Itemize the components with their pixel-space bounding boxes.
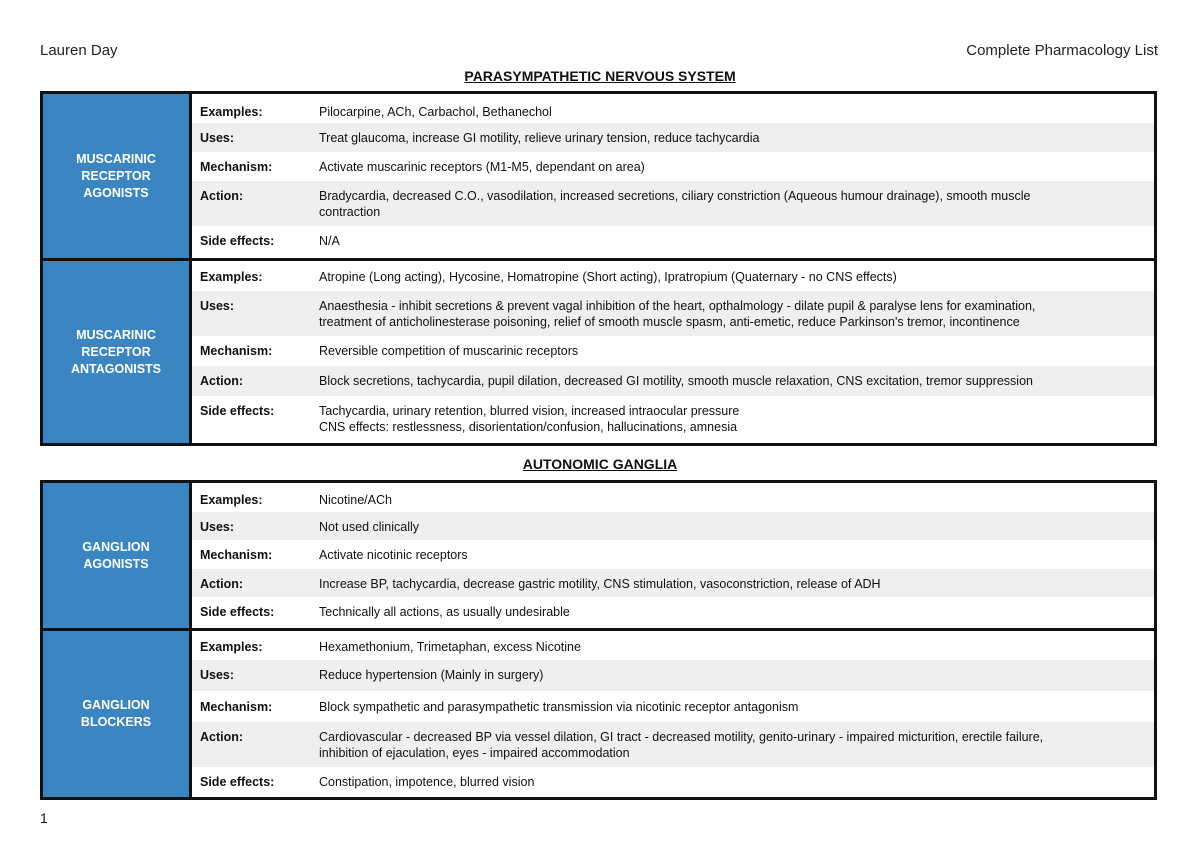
table-row [192,722,1154,767]
author-name: Lauren Day [40,42,118,59]
table-row [192,226,1154,258]
row-value: Block secretions, tachycardia, pupil dilation, decreased GI motility, smooth muscle relaxation, CNS excitation, tremor suppression [319,374,1033,388]
table-row [192,261,1154,291]
row-value: Reversible competition of muscarinic receptors [319,344,579,358]
group-muscarinic-agonists [43,94,1154,258]
group-label: GANGLION BLOCKERS [43,631,192,797]
row-key: Mechanism: [200,160,273,174]
row-value: Cardiovascular - decreased BP via vessel dilation, GI tract - decreased motility, genito-urinary - impaired micturition, erectile failure, inhibition of ejaculation, eyes - impaired accommodation [319,730,1044,760]
row-value: Anaesthesia - inhibit secretions & prevent vagal inhibition of the heart, opthalmology - dilate pupil & paralyse lens for examination, treatment of anticholinesterase poisoning, relief of smooth muscle spasm, anti-emetic, reduce Parkinson's tremor, incontinence [319,299,1036,329]
row-value: Constipation, impotence, blurred vision [319,775,535,789]
table-row [192,660,1154,691]
row-value: Nicotine/ACh [319,493,392,507]
row-key: Examples: [200,493,263,507]
row-key: Side effects: [200,234,275,248]
row-key: Side effects: [200,404,275,418]
table-row [192,569,1154,597]
group-label: MUSCARINIC RECEPTOR ANTAGONISTS [43,261,192,443]
table-row [192,767,1154,797]
row-value: Pilocarpine, ACh, Carbachol, Bethanechol [319,105,552,119]
table-row [192,691,1154,722]
row-value: Atropine (Long acting), Hycosine, Homatropine (Short acting), Ipratropium (Quaternary - no CNS effects) [319,270,897,284]
table-row [192,512,1154,540]
table-row [192,540,1154,569]
document-title: Complete Pharmacology List [966,42,1158,59]
row-value: Block sympathetic and parasympathetic transmission via nicotinic receptor antagonism [319,700,799,714]
group-ganglion-blockers [43,628,1154,797]
table-row [192,396,1154,443]
page-number: 1 [40,810,48,826]
row-key: Examples: [200,640,263,654]
row-key: Uses: [200,520,235,534]
row-key: Side effects: [200,775,275,789]
row-key: Mechanism: [200,344,273,358]
row-value: Treat glaucoma, increase GI motility, relieve urinary tension, reduce tachycardia [319,131,760,145]
row-value: N/A [319,234,340,248]
table-autonomic-ganglia [40,480,1157,800]
row-value: Not used clinically [319,520,420,534]
row-key: Side effects: [200,605,275,619]
table-row [192,483,1154,512]
row-key: Uses: [200,299,235,313]
group-muscarinic-antagonists [43,258,1154,443]
table-row [192,152,1154,181]
table-row [192,597,1154,628]
group-ganglion-agonists [43,483,1154,628]
row-value: Reduce hypertension (Mainly in surgery) [319,668,544,682]
row-value: Activate muscarinic receptors (M1-M5, dependant on area) [319,160,645,174]
table-row [192,631,1154,660]
row-key: Action: [200,374,244,388]
row-value: Technically all actions, as usually undesirable [319,605,570,619]
table-row [192,181,1154,226]
row-key: Mechanism: [200,548,273,562]
row-key: Mechanism: [200,700,273,714]
row-key: Action: [200,730,244,744]
table-row [192,291,1154,336]
table-row [192,94,1154,123]
table-row [192,336,1154,366]
section-title-autonomic-ganglia: AUTONOMIC GANGLIA [522,456,678,472]
row-key: Uses: [200,668,235,682]
group-label: MUSCARINIC RECEPTOR AGONISTS [43,94,192,258]
row-value: Bradycardia, decreased C.O., vasodilation, increased secretions, ciliary constriction (Aqueous humour drainage), smooth muscle contraction [319,189,1031,219]
group-label: GANGLION AGONISTS [43,483,192,628]
table-parasympathetic [40,91,1157,446]
row-key: Examples: [200,105,263,119]
row-value: Activate nicotinic receptors [319,548,468,562]
row-key: Action: [200,577,244,591]
row-value: Hexamethonium, Trimetaphan, excess Nicotine [319,640,581,654]
row-key: Examples: [200,270,263,284]
row-value: Increase BP, tachycardia, decrease gastric motility, CNS stimulation, vasoconstriction, release of ADH [319,577,881,591]
row-key: Action: [200,189,244,203]
table-row [192,123,1154,152]
table-row [192,366,1154,396]
section-title-parasympathetic: PARASYMPATHETIC NERVOUS SYSTEM [464,68,736,84]
row-value: Tachycardia, urinary retention, blurred vision, increased intraocular pressure CNS effects: restlessness, disorientation/confusion, hallucinations, amnesia [319,404,740,434]
row-key: Uses: [200,131,235,145]
